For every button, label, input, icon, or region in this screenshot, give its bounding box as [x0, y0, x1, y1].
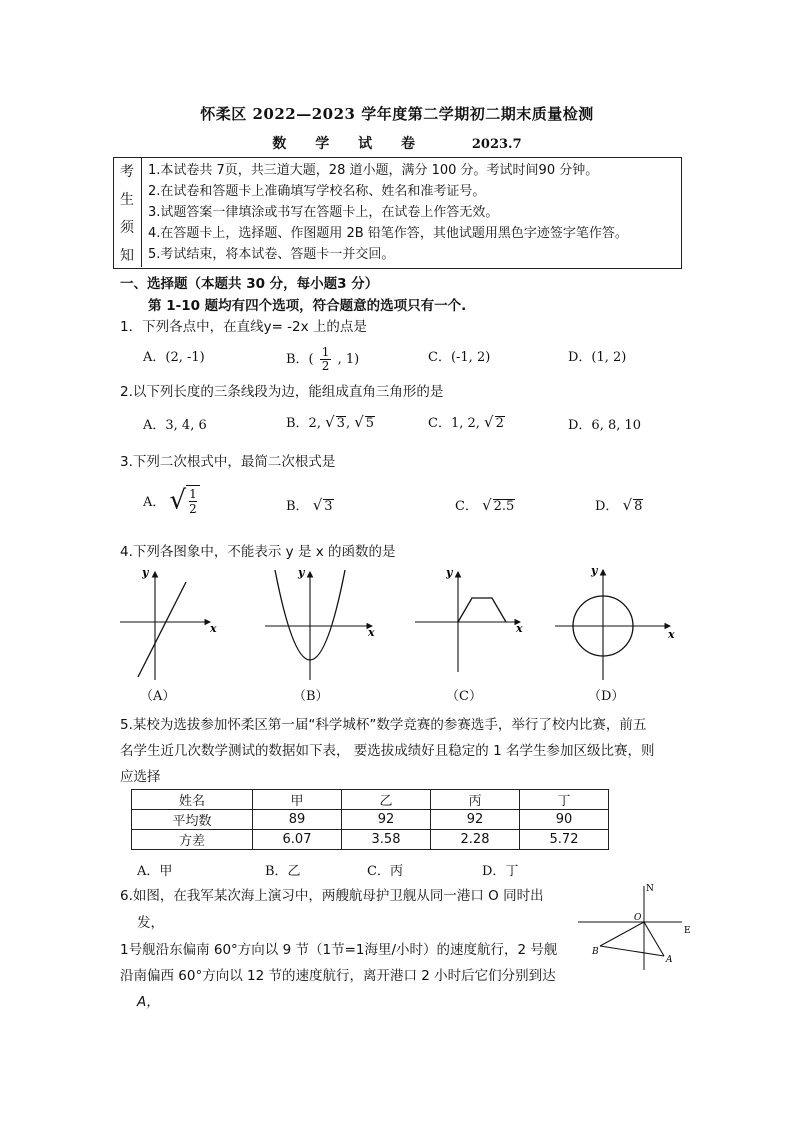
notice-item: 3.试题答案一律填涂或书写在答题卡上，在试卷上作答无效。 — [148, 205, 499, 220]
table-cell: 89 — [253, 810, 342, 830]
q2-stem: 2.以下列长度的三条线段为边，能组成直角三角形的是 — [120, 384, 444, 400]
q6-compass-figure — [578, 880, 694, 972]
q1-b-denominator: 2 — [321, 359, 330, 373]
graph-d-caption: （D） — [588, 689, 625, 704]
q3-option-c — [455, 495, 515, 514]
notice-items — [148, 160, 628, 265]
q2-option-b: B．2, √ 3, √ 5 — [286, 413, 375, 431]
radical-icon: √ — [312, 496, 323, 514]
notice-item: 1.本试卷共 7页，共三道大题，28 道小题，满分 100 分。考试时间90 分钟。 — [148, 163, 599, 178]
subject-label: 数 学 试 卷 — [272, 136, 427, 152]
graph-c — [415, 566, 523, 672]
notice-item: 5.考试结束，将本试卷、答题卡一并交回。 — [148, 247, 395, 262]
notice-label-char: 知 — [120, 248, 134, 264]
graph-a-x-label: x — [210, 622, 217, 635]
q5-option-c: C．丙 — [367, 864, 403, 879]
table-header-cell: 丙 — [431, 790, 520, 810]
q3-c-radicand: 2.5 — [493, 499, 515, 514]
graph-a-y-label: y — [142, 566, 149, 579]
q5-stem-line1: 5.某校为选拔参加怀柔区第一届“科学城杯”数学竞赛的参赛选手，举行了校内比赛，前五 — [120, 717, 647, 733]
table-row — [132, 810, 609, 830]
q1-b-prefix: B．( — [286, 352, 314, 367]
q6-line5: A， — [137, 994, 160, 1010]
table-header-cell: 丁 — [520, 790, 609, 810]
table-cell: 90 — [520, 810, 609, 830]
q3-b-prefix: B． — [286, 499, 309, 514]
graph-c-y-label: y — [446, 566, 453, 579]
radical-icon: √ — [325, 413, 335, 431]
notice-label — [113, 157, 142, 267]
radical-icon: √ — [622, 496, 633, 514]
radical-icon: √ — [169, 485, 187, 516]
q3-c-prefix: C． — [455, 499, 478, 514]
q3-d-radicand: 8 — [634, 499, 643, 514]
q1-option-d: D．(1, 2) — [568, 350, 627, 365]
notice-label-char: 考 — [120, 164, 134, 180]
graph-a — [120, 566, 217, 680]
table-cell: 方差 — [132, 830, 253, 850]
compass-n-label: N — [646, 884, 654, 894]
q3-a-prefix: A． — [143, 495, 166, 510]
q1-option-a: A．(2, -1) — [143, 350, 205, 365]
graph-d-y-label: y — [591, 564, 598, 577]
q2-option-a: A．3, 4, 6 — [143, 418, 207, 433]
exam-date: 2023.7 — [471, 137, 522, 152]
q2-c-prefix: C．1, 2, — [428, 416, 480, 431]
graph-c-x-label: x — [516, 622, 523, 635]
graph-c-caption: （C） — [446, 689, 482, 704]
notice-label-char: 生 — [120, 192, 134, 208]
table-cell: 92 — [342, 810, 431, 830]
q2-option-d: D．6, 8, 10 — [568, 418, 642, 433]
q3-a-numerator: 1 — [189, 487, 197, 501]
q1-b-suffix: , 1) — [337, 352, 360, 367]
q4-stem: 4.下列各图象中，不能表示 y 是 x 的函数的是 — [120, 544, 396, 560]
notice-item: 4.在答题卡上，选择题、作图题用 2B 铅笔作答，其他试题用黑色字迹签字笔作答。 — [148, 226, 628, 241]
q5-option-b: B．乙 — [265, 864, 301, 879]
graph-b — [265, 566, 375, 680]
q5-stem-line3: 应选择 — [120, 769, 161, 785]
q3-stem: 3.下列二次根式中，最简二次根式是 — [120, 454, 336, 470]
table-cell: 平均数 — [132, 810, 253, 830]
q4-function-graphs — [110, 560, 690, 705]
graph-b-y-label: y — [298, 566, 305, 579]
table-cell: 92 — [431, 810, 520, 830]
q5-option-a: A．甲 — [137, 864, 173, 879]
radical-icon: √ — [482, 496, 492, 514]
table-cell: 5.72 — [520, 830, 609, 850]
q3-b-radicand: 3 — [324, 499, 333, 514]
q5-score-table — [131, 789, 609, 850]
graph-d — [555, 564, 675, 680]
notice-item: 2.在试卷和答题卡上准确填写学校名称、姓名和准考证号。 — [148, 184, 486, 199]
q3-option-d — [595, 495, 643, 514]
q3-option-a — [143, 485, 200, 516]
q3-a-fraction — [186, 485, 200, 516]
graph-b-caption: （B） — [293, 689, 329, 704]
table-cell: 6.07 — [253, 830, 342, 850]
point-b-label: B — [592, 947, 599, 957]
q1-option-c: C．(-1, 2) — [428, 350, 491, 365]
q2-b-prefix: B．2, — [286, 416, 321, 431]
radical-icon: √ — [354, 413, 364, 431]
section-heading: 一、选择题（本题共 30 分，每小题3 分） — [120, 276, 379, 292]
q1-b-numerator: 1 — [321, 345, 330, 359]
table-header-cell: 姓名 — [132, 790, 253, 810]
q2-c-radicand: 2 — [495, 416, 504, 431]
compass-e-label: E — [684, 926, 691, 936]
section-instruction: 第 1-10 题均有四个选项，符合题意的选项只有一个. — [148, 298, 467, 314]
graph-d-x-label: x — [668, 628, 675, 641]
q2-option-c — [428, 412, 505, 431]
q6-line2: 发， — [137, 915, 164, 931]
q1-option-b — [286, 346, 359, 373]
table-header-row — [132, 790, 609, 810]
notice-label-char: 须 — [120, 220, 134, 236]
q5-option-d: D．丁 — [482, 864, 519, 879]
graph-a-caption: （A） — [140, 689, 176, 704]
table-row — [132, 830, 609, 850]
q1-b-fraction — [320, 346, 332, 373]
q6-line1: 6.如图，在我军某次海上演习中，两艘航母护卫舰从同一港口 O 同时出 — [120, 888, 544, 904]
radical-icon: √ — [484, 413, 494, 431]
table-cell: 3.58 — [342, 830, 431, 850]
point-o-label: O — [634, 913, 642, 923]
table-header-cell: 甲 — [253, 790, 342, 810]
q5-stem-line2: 名学生近几次数学测试的数据如下表， 要选拔成绩好且稳定的 1 名学生参加区级比赛，则 — [120, 743, 655, 759]
q6-line3: 1号舰沿东偏南 60°方向以 9 节（1节=1海里/小时）的速度航行，2 号舰 — [120, 942, 558, 958]
graph-b-x-label: x — [368, 626, 375, 639]
exam-subtitle — [0, 133, 794, 153]
q3-d-prefix: D． — [595, 499, 619, 514]
q1-stem: 1．下列各点中，在直线y= -2x 上的点是 — [120, 319, 367, 335]
exam-title: 怀柔区 2022—2023 学年度第二学期初二期末质量检测 — [200, 105, 594, 123]
q3-a-denominator: 2 — [189, 502, 197, 516]
q6-line4: 沿南偏西 60°方向以 12 节的速度航行，离开港口 2 小时后它们分别到达 — [120, 968, 556, 984]
q3-option-b — [286, 495, 334, 514]
q2-b-radicand1: 3 — [336, 416, 345, 431]
point-a-label: A — [666, 955, 673, 965]
table-cell: 2.28 — [431, 830, 520, 850]
table-header-cell: 乙 — [342, 790, 431, 810]
q2-b-radicand2: 5 — [365, 416, 375, 431]
